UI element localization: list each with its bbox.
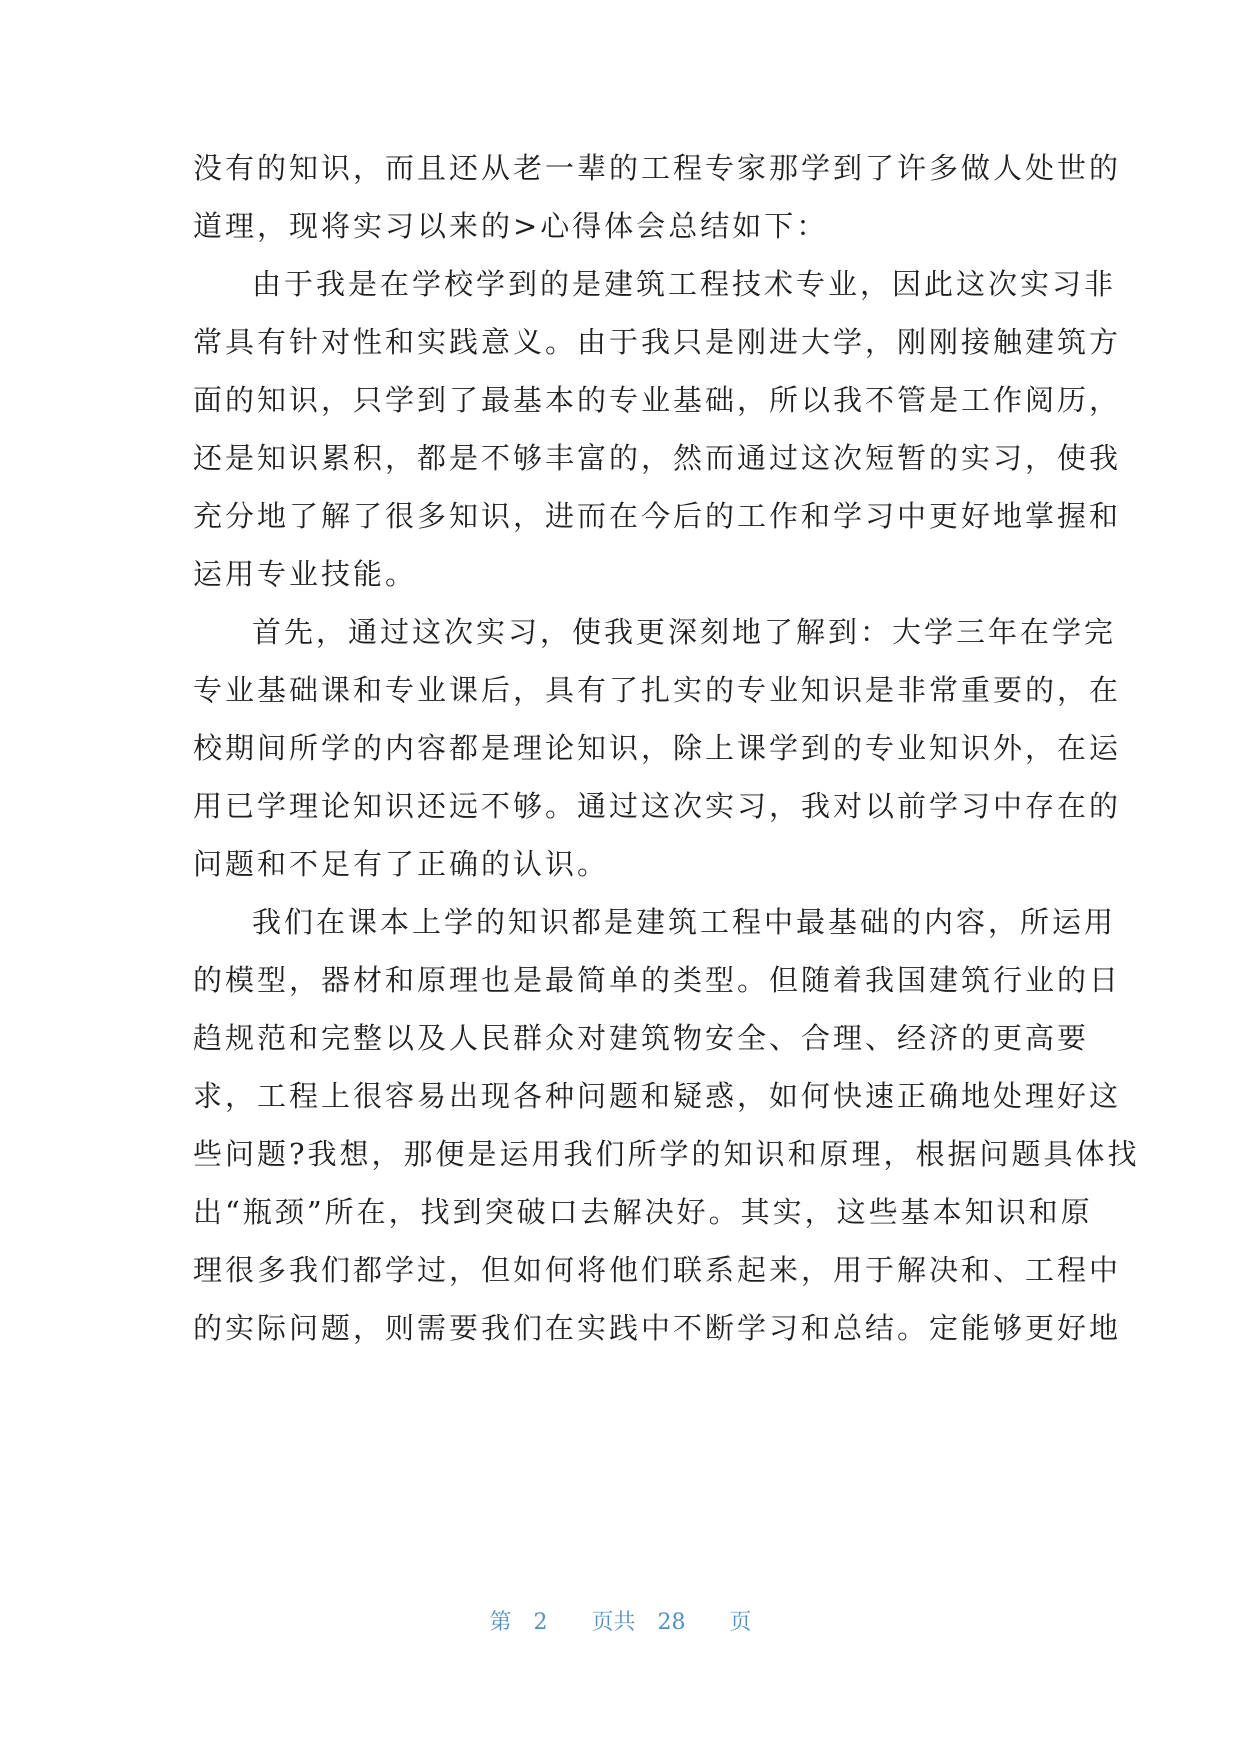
text-line: 些问题?我想，那便是运用我们所学的知识和原理，根据问题具体找: [193, 1137, 1140, 1171]
text-line: 面的知识，只学到了最基本的专业基础，所以我不管是工作阅历，: [193, 383, 1122, 417]
page-footer: [0, 1608, 1241, 1638]
footer-ye: 页: [729, 1610, 752, 1635]
page-number: 2: [533, 1610, 548, 1635]
total-pages: 28: [657, 1610, 686, 1635]
text-line: 出“瓶颈”所在，找到突破口去解决好。其实，这些基本知识和原: [193, 1195, 1093, 1229]
text-line: 没有的知识，而且还从老一辈的工程专家那学到了许多做人处世的: [193, 151, 1122, 185]
text-line: 求，工程上很容易出现各种问题和疑惑，如何快速正确地处理好这: [193, 1079, 1122, 1113]
footer-ye-gong: 页共: [591, 1610, 636, 1635]
text-line: 问题和不足有了正确的认识。: [193, 847, 610, 881]
text-line: 道理，现将实习以来的>心得体会总结如下：: [193, 209, 829, 243]
text-line: 趋规范和完整以及人民群众对建筑物安全、合理、经济的更高要: [193, 1021, 1090, 1055]
text-line: 理很多我们都学过，但如何将他们联系起来，用于解决和、工程中: [193, 1253, 1122, 1287]
text-line: 的模型，器材和原理也是最简单的类型。但随着我国建筑行业的日: [193, 963, 1122, 997]
text-line: 常具有针对性和实践意义。由于我只是刚进大学，刚刚接触建筑方: [193, 325, 1122, 359]
text-line: 用已学理论知识还远不够。通过这次实习，我对以前学习中存在的: [193, 789, 1122, 823]
paragraph-first-line: 我们在课本上学的知识都是建筑工程中最基础的内容，所运用: [252, 905, 1117, 939]
text-line: 还是知识累积，都是不够丰富的，然而通过这次短暂的实习，使我: [193, 441, 1122, 475]
paragraph-first-line: 由于我是在学校学到的是建筑工程技术专业，因此这次实习非: [252, 267, 1117, 301]
text-line: 校期间所学的内容都是理论知识，除上课学到的专业知识外，在运: [193, 731, 1122, 765]
text-line: 充分地了解了很多知识，进而在今后的工作和学习中更好地掌握和: [193, 499, 1122, 533]
footer-di: 第: [489, 1610, 512, 1635]
text-line: 运用专业技能。: [193, 557, 418, 591]
text-line: 的实际问题，则需要我们在实践中不断学习和总结。定能够更好地: [193, 1311, 1122, 1345]
paragraph-first-line: 首先，通过这次实习，使我更深刻地了解到：大学三年在学完: [252, 615, 1117, 649]
text-line: 专业基础课和专业课后，具有了扎实的专业知识是非常重要的，在: [193, 673, 1122, 707]
